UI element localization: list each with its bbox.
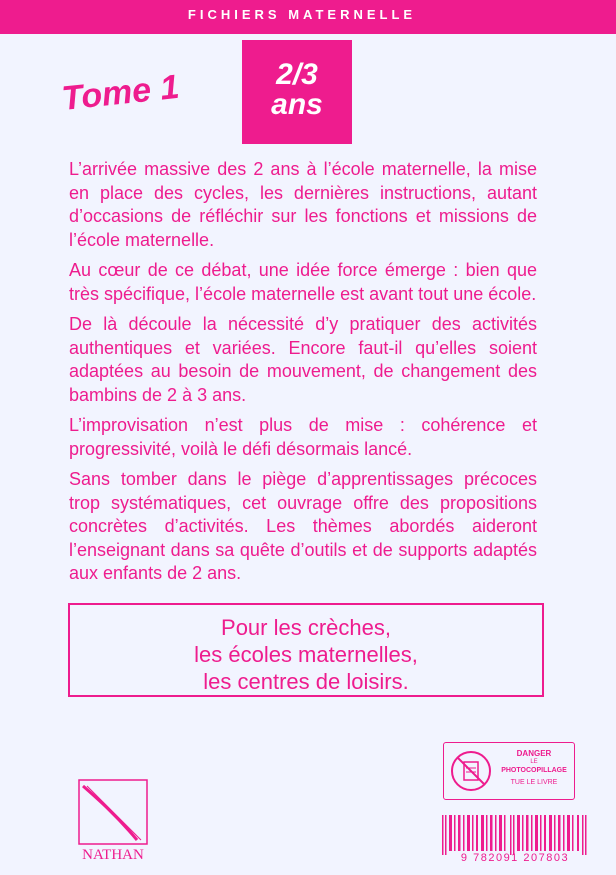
age-badge-unit: ans	[271, 88, 323, 121]
danger-footer: TUE LE LIVRE	[510, 779, 558, 786]
audience-line: les écoles maternelles,	[194, 642, 418, 667]
tome-label: Tome 1	[59, 67, 182, 118]
publisher-name: NATHAN	[82, 847, 144, 863]
paragraph: Sans tomber dans le piège d’apprentissages précoces trop systématiques, cet ouvrage offre des propositions concrètes d’activités. Les thèmes abordés aideront l’enseignant dans sa quête d’outils et de supports adaptés aux enfants de 2 ans.	[69, 469, 537, 583]
barcode-icon	[440, 815, 590, 855]
isbn-number: 9 782091 207803	[460, 852, 570, 864]
danger-sub: LE	[530, 759, 538, 765]
danger-main: PHOTOCOPILLAGE	[501, 767, 567, 774]
audience-box	[68, 603, 544, 697]
back-cover-text	[69, 158, 537, 593]
photocopy-danger-icon	[449, 748, 493, 794]
paragraph: Au cœur de ce débat, une idée force émerge : bien que très spécifique, l’école maternelle est avant tout une école.	[69, 260, 537, 304]
paragraph: L’arrivée massive des 2 ans à l’école maternelle, la mise en place des cycles, les dernières instructions, autant d’occasions de réfléchir sur les fonctions et missions de l’école maternelle.	[69, 159, 537, 250]
age-badge	[242, 40, 352, 144]
audience-line: les centres de loisirs.	[203, 669, 409, 694]
series-title: FICHIERS MATERNELLE	[187, 7, 417, 22]
paragraph: De là découle la nécessité d’y pratiquer des activités authentiques et variées. Encore faut-il qu’elles soient adaptées au besoin de mouvement, de changement des bambins de 2 à 3 ans.	[69, 314, 537, 405]
danger-photocopillage-badge	[443, 742, 575, 800]
danger-title: DANGER	[516, 749, 552, 758]
age-badge-range: 2/3	[276, 58, 318, 91]
paragraph: L’improvisation n’est plus de mise : cohérence et progressivité, voilà le défi désormais lancé.	[69, 415, 537, 459]
audience-line: Pour les crèches,	[221, 615, 391, 640]
header-band	[0, 0, 616, 34]
